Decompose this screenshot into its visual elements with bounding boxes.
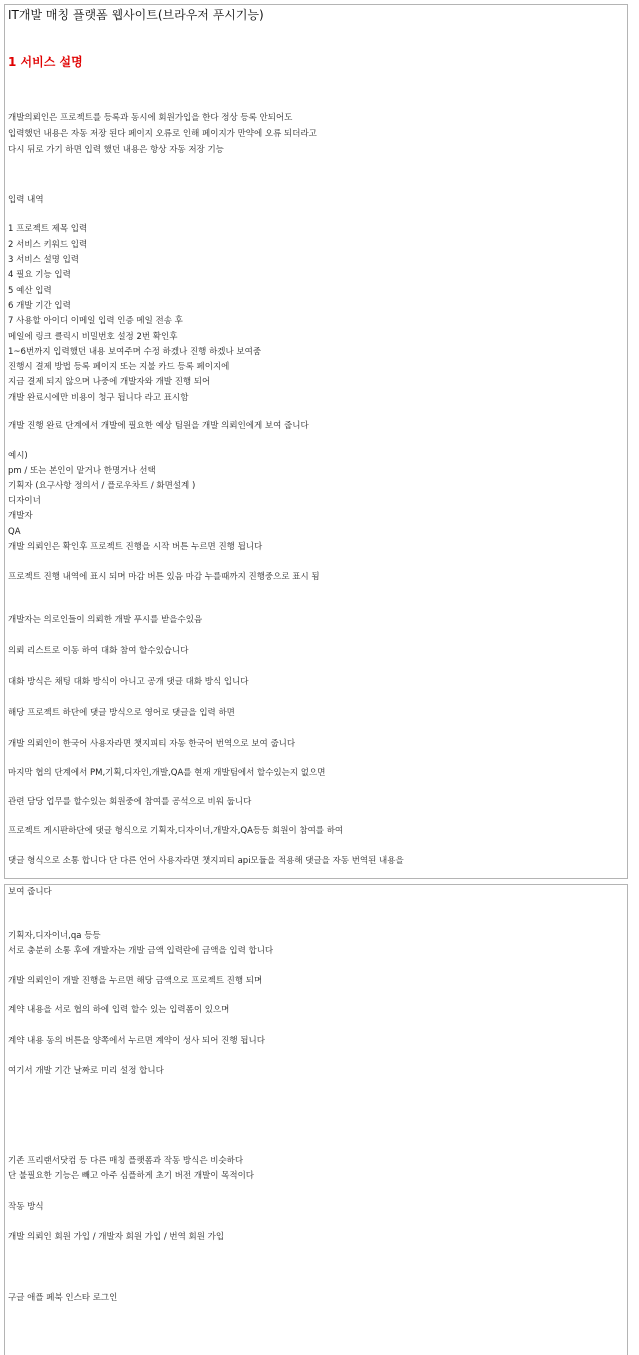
body-line: 1 프로젝트 제목 입력 <box>8 224 88 234</box>
body-line: 기획자,디자이너,qa 등등 <box>8 931 101 941</box>
body-line: 5 예산 입력 <box>8 286 52 296</box>
body-line: 1~6번까지 입력했던 내용 보여주며 수정 하겠나 진행 하겠나 보여줌 <box>8 347 262 357</box>
body-line: 입력했던 내용은 자동 저장 된다 페이지 오류로 인해 페이지가 만약에 오류 되더라고 <box>8 129 317 139</box>
body-line: 진행시 결제 방법 등록 페이지 또는 지불 카드 등록 페이지에 <box>8 362 230 372</box>
body-line: 지금 결제 되지 않으며 나중에 개발자와 개발 진행 되어 <box>8 377 211 387</box>
body-line: QA <box>8 527 21 537</box>
body-line: 7 사용할 아이디 이메일 입력 인증 메일 전송 후 <box>8 316 183 326</box>
body-line: 보여 줍니다 <box>8 887 52 897</box>
body-line: 4 필요 기능 입력 <box>8 270 71 280</box>
body-line: 대화 방식은 채팅 대화 방식이 아니고 공개 댓글 대화 방식 입니다 <box>8 677 249 687</box>
body-line: 해당 프로젝트 하단에 댓글 방식으로 영어로 댓글을 입력 하면 <box>8 708 235 718</box>
body-line: 개발 의뢰인이 개발 진행을 누르면 해당 금액으로 프로젝트 진행 되며 <box>8 976 263 986</box>
body-line: 마지막 협의 단계에서 PM,기획,디자인,개발,QA를 현재 개발팀에서 할수있는지 없으면 <box>8 768 326 778</box>
body-line: 의뢰 리스트로 이동 하여 대화 참여 할수있습니다 <box>8 646 189 656</box>
body-line: 다시 뒤로 가기 하면 입력 했던 내용은 항상 자동 저장 기능 <box>8 145 224 155</box>
body-line: 디자이너 <box>8 496 41 506</box>
body-line: 관련 담당 업무를 할수있는 회원중에 참여를 공석으로 비워 둡니다 <box>8 797 252 807</box>
body-line: 댓글 형식으로 소통 합니다 단 다른 언어 사용자라면 챗지피티 api모듈을 적용해 댓글을 자동 번역된 내용을 <box>8 856 404 866</box>
body-line: 구글 애플 페북 인스타 로그인 <box>8 1293 118 1303</box>
body-line: 계약 내용을 서로 협의 하에 입력 할수 있는 입력폼이 있으며 <box>8 1005 230 1015</box>
body-line: 3 서비스 설명 입력 <box>8 255 79 265</box>
body-line: 예시) <box>8 451 28 461</box>
body-line: 입력 내역 <box>8 195 44 205</box>
body-line: 계약 내용 동의 버튼을 양쪽에서 누르면 계약이 성사 되어 진행 됩니다 <box>8 1036 265 1046</box>
document-title: IT개발 매칭 플랫폼 웹사이트(브라우저 푸시기능) <box>8 8 264 22</box>
body-line: 개발 진행 완료 단계에서 개발에 필요한 예상 팀원을 개발 의뢰인에게 보여 줍니다 <box>8 421 309 431</box>
body-line: 기획자 (요구사항 정의서 / 플로우차트 / 화면설계 ) <box>8 481 196 491</box>
body-line: 6 개발 기간 입력 <box>8 301 71 311</box>
body-line: 기존 프리랜서닷컴 등 다른 매칭 플랫폼과 작동 방식은 비슷하다 <box>8 1156 244 1166</box>
body-line: pm / 또는 본인이 맡거나 한명거나 선택 <box>8 466 156 476</box>
body-line: 프로젝트 게시판하단에 댓글 형식으로 기획자,디자이너,개발자,QA등등 회원이 참여를 하여 <box>8 826 344 836</box>
body-line: 단 불필요한 기능은 빼고 아주 심플하게 초기 버전 개발이 목적이다 <box>8 1171 255 1181</box>
body-line: 메일에 링크 클릭시 비밀번호 설정 2번 확인후 <box>8 332 178 342</box>
body-line: 개발자 <box>8 511 33 521</box>
body-line: 개발 의뢰인 회원 가입 / 개발자 회원 가입 / 번역 회원 가입 <box>8 1232 225 1242</box>
body-line: 개발의뢰인은 프로젝트를 등록과 동시에 회원가입을 한다 정상 등록 안되어도 <box>8 113 293 123</box>
section-heading: 1 서비스 설명 <box>8 55 83 69</box>
body-line: 개발 의뢰인이 한국어 사용자라면 챗지피티 자동 한국어 번역으로 보여 줍니다 <box>8 739 296 749</box>
body-line: 서로 충분히 소통 후에 개발자는 개발 금액 입력란에 금액을 입력 합니다 <box>8 946 274 956</box>
body-line: 개발 의뢰인은 확인후 프로젝트 진행을 시작 버튼 누르면 진행 됩니다 <box>8 542 263 552</box>
body-line: 개발자는 의로인들이 의뢰한 개발 푸시를 받을수있음 <box>8 615 203 625</box>
body-line: 여기서 개발 기간 날짜로 미리 설정 합니다 <box>8 1066 164 1076</box>
body-line: 작동 방식 <box>8 1202 44 1212</box>
body-line: 2 서비스 키워드 입력 <box>8 240 88 250</box>
body-line: 개발 완료시에만 비용이 청구 됩니다 라고 표시함 <box>8 393 189 403</box>
body-line: 프로젝트 진행 내역에 표시 되며 마감 버튼 있음 마감 누를때까지 진행중으로 표시 됨 <box>8 572 320 582</box>
